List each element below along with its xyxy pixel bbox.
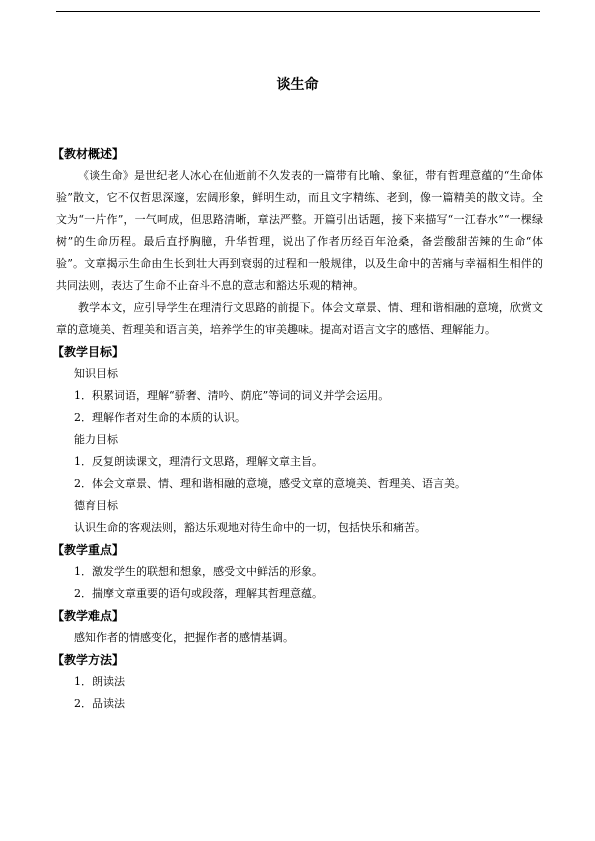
section-heading-key-points: 【教学重点】 xyxy=(52,543,125,557)
method-item: 1．朗读法 xyxy=(74,675,125,688)
section-heading-overview: 【教材概述】 xyxy=(52,147,125,161)
method-item: 2．品读法 xyxy=(74,697,125,710)
document-title: 谈生命 xyxy=(276,77,319,93)
ability-goal-label: 能力目标 xyxy=(74,433,118,446)
ability-goal-item: 1．反复朗读课文，理清行文思路，理解文章主旨。 xyxy=(74,455,323,468)
key-point-item: 2．揣摩文章重要的语句或段落，理解其哲理意蕴。 xyxy=(74,587,323,600)
ability-goal-item: 2．体会文章景、情、理和谐相融的意境，感受文章的意境美、哲理美、语言美。 xyxy=(74,477,466,490)
header-rule xyxy=(56,11,540,12)
knowledge-goal-label: 知识目标 xyxy=(74,367,118,380)
section-heading-goals: 【教学目标】 xyxy=(52,345,125,359)
overview-paragraph-2: 教学本文，应引导学生在理清行文思路的前提下。体会文章景、情、理和谐相融的意境，欣赏文章的意境美、哲理美和语言美，培养学生的审美趣味。提高对语言文字的感悟、理解能力。 xyxy=(56,301,543,336)
section-heading-methods: 【教学方法】 xyxy=(52,653,125,667)
document-body xyxy=(52,143,543,715)
difficulty-text: 感知作者的情感变化，把握作者的感情基调。 xyxy=(74,631,294,644)
section-heading-difficulties: 【教学难点】 xyxy=(52,609,125,623)
knowledge-goal-item: 1．积累词语，理解“骄奢、清吟、荫庇”等词的词义并学会运用。 xyxy=(74,389,390,402)
moral-goal-text: 认识生命的客观法则，豁达乐观地对待生命中的一切，包括快乐和痛苦。 xyxy=(74,521,426,534)
key-point-item: 1．激发学生的联想和想象，感受文中鲜活的形象。 xyxy=(74,565,323,578)
moral-goal-label: 德育目标 xyxy=(74,499,118,512)
knowledge-goal-item: 2．理解作者对生命的本质的认识。 xyxy=(74,411,246,424)
overview-paragraph-1: 《谈生命》是世纪老人冰心在仙逝前不久发表的一篇带有比喻、象征，带有哲理意蕴的“生命体验”散文，它不仅哲思深邃，宏阔形象，鲜明生动，而且文字精练、老到，像一篇精美的散文诗。全文为“一片作”，一气呵成，但思路清晰，章法严整。开篇引出话题，接下来描写“一江春水”“一棵绿树”的生命历程。最后直抒胸臆，升华哲理，说出了作者历经百年沧桑，备尝酸甜苦辣的生命“体验”。文章揭示生命由生长到壮大再到衰弱的过程和一般规律，以及生命中的苦痛与幸福相生相伴的共同法则，表达了生命不止奋斗不息的意志和豁达乐观的精神。 xyxy=(56,169,543,292)
